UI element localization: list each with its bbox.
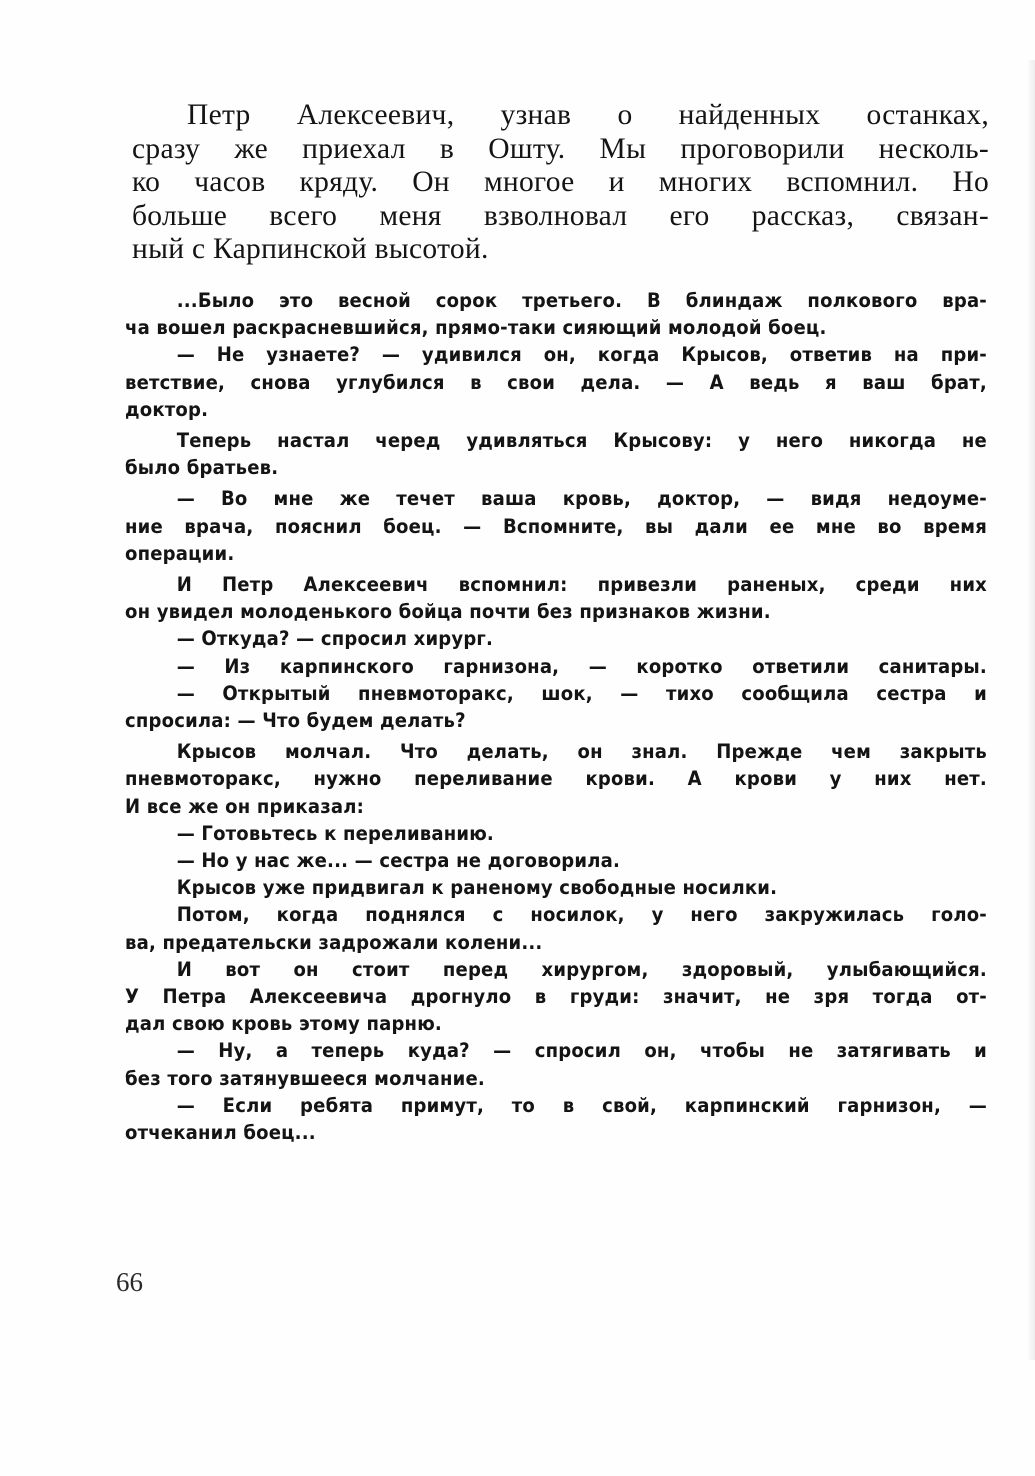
text-line: ние врача, пояснил боец. — Вспомните, вы дали ее мне во время: [125, 514, 987, 538]
text-line: У Петра Алексеевича дрогнуло в груди: значит, не зря тогда от-: [125, 985, 987, 1009]
text-line: операции.: [125, 541, 235, 565]
text-line: — Ну, а теперь куда? — спросил он, чтобы не затягивать и: [176, 1039, 987, 1063]
text-line: ный с Карпинской высотой.: [132, 233, 489, 266]
text-line: больше всего меня взволновал его рассказ, связан-: [132, 199, 989, 232]
scan-shadow-edge: [1027, 60, 1035, 1360]
text-line: он увидел молоденького бойца почти без признаков жизни.: [125, 600, 771, 624]
text-line: ча вошел раскрасневшийся, прямо-таки сияющий молодой боец.: [125, 316, 827, 340]
text-line: — Но у нас же... — сестра не договорила.: [176, 849, 621, 873]
text-line: — Из карпинского гарнизона, — коротко ответили санитары.: [176, 654, 987, 678]
text-line: Крысов молчал. Что делать, он знал. Прежде чем закрыть: [176, 740, 987, 764]
text-line: — Если ребята примут, то в свой, карпинский гарнизон, —: [176, 1093, 987, 1117]
text-line: было братьев.: [125, 456, 279, 480]
text-line: — Во мне же течет ваша кровь, доктор, — видя недоуме-: [176, 487, 987, 511]
text-line: — Открытый пневмоторакс, шок, — тихо сообщила сестра и: [176, 681, 987, 705]
text-line: Крысов уже придвигал к раненому свободные носилки.: [176, 876, 778, 900]
text-line: И Петр Алексеевич вспомнил: привезли раненых, среди них: [176, 573, 987, 597]
text-line: отчеканил боец...: [125, 1121, 316, 1145]
text-line: — Не узнаете? — удивился он, когда Крысов, ответив на при-: [176, 343, 987, 367]
text-line: ...Было это весной сорок третьего. В блиндаж полкового вра-: [176, 289, 987, 312]
story-text: [125, 287, 987, 1146]
intro-paragraph: [132, 99, 989, 267]
text-line: дал свою кровь этому парню.: [125, 1012, 442, 1036]
text-line: Теперь настал черед удивляться Крысову: у него никогда не: [176, 429, 987, 453]
text-line: сразу же приехал в Ошту. Мы проговорили несколь-: [132, 132, 989, 165]
text-line: пневмоторакс, нужно переливание крови. А крови у них нет.: [125, 767, 987, 791]
text-line: без того затянувшееся молчание.: [125, 1066, 485, 1090]
text-line: ветствие, снова углубился в свои дела. — А ведь я ваш брат,: [125, 370, 987, 394]
text-line: И все же он приказал:: [125, 794, 365, 818]
page-number: 66: [116, 1267, 143, 1297]
text-line: И вот он стоит перед хирургом, здоровый, улыбающийся.: [176, 957, 987, 981]
text-line: Петр Алексеевич, узнав о найденных останках,: [187, 99, 989, 131]
text-line: — Откуда? — спросил хирург.: [176, 627, 494, 651]
text-line: доктор.: [125, 397, 209, 421]
text-line: — Готовьтесь к переливанию.: [176, 821, 494, 845]
text-line: ко часов кряду. Он многое и многих вспомнил. Но: [132, 166, 989, 199]
text-line: ва, предательски задрожали колени...: [125, 930, 543, 954]
text-line: Потом, когда поднялся с носилок, у него закружилась голо-: [176, 903, 987, 927]
text-line: спросила: — Что будем делать?: [125, 709, 466, 733]
